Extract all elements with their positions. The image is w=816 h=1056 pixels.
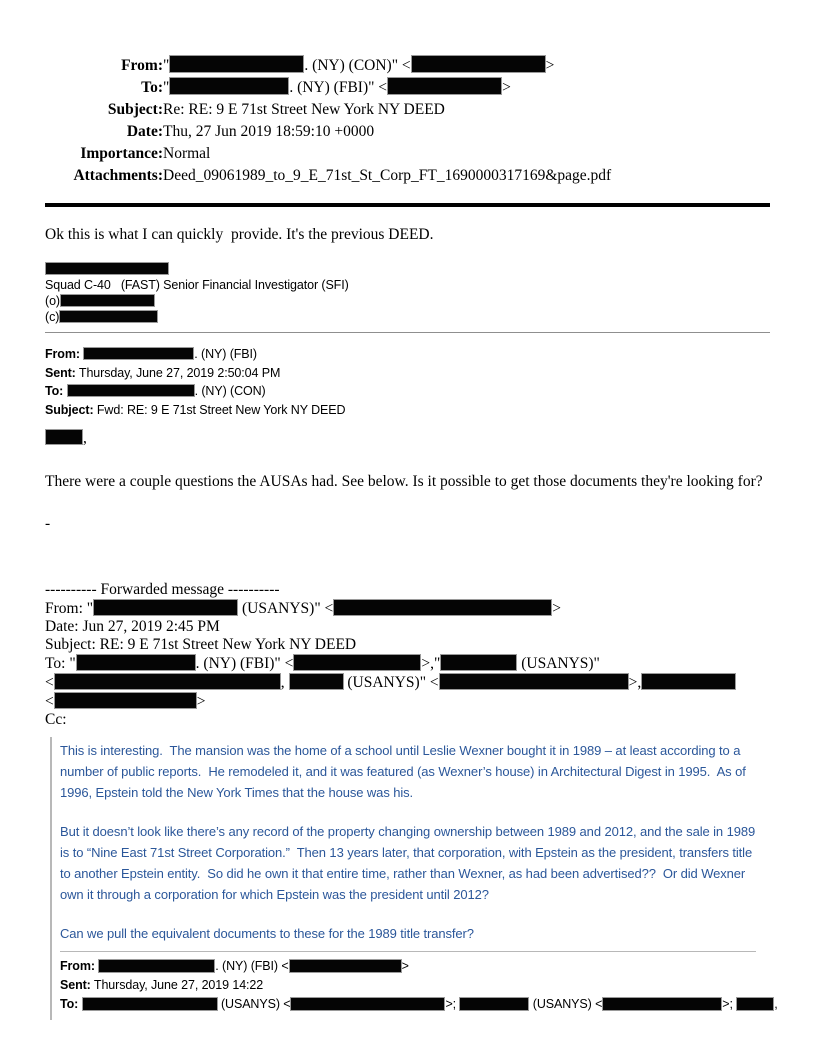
field-value: . (NY) (FBI) < > bbox=[95, 959, 409, 973]
redaction-bar bbox=[440, 654, 517, 671]
redaction-bar bbox=[736, 997, 774, 1010]
forwarded-message-divider-line: ---------- Forwarded message ---------- bbox=[45, 581, 280, 599]
separator-thin bbox=[45, 332, 770, 333]
header-row-attachments bbox=[45, 165, 611, 187]
separator-thick bbox=[45, 203, 770, 207]
redaction-bar bbox=[45, 429, 83, 445]
quote-paragraph: Can we pull the equivalent documents to these for the 1989 title transfer? bbox=[60, 926, 474, 942]
quoted2-from bbox=[60, 957, 756, 976]
header-row-subject bbox=[45, 99, 611, 121]
forwarded-to-line-2: < , (USANYS)" < >, bbox=[45, 673, 770, 692]
dash-line: - bbox=[45, 515, 51, 533]
field-label: Sent: bbox=[60, 978, 91, 993]
redaction-bar bbox=[602, 997, 722, 1010]
question-paragraph: There were a couple questions the AUSAs had. See below. Is it possible to get those documents they're looking for? bbox=[45, 473, 763, 491]
header-field-value: Normal bbox=[163, 145, 211, 162]
header-row-date bbox=[45, 121, 611, 143]
redaction-bar bbox=[59, 310, 158, 323]
quoted2-sent bbox=[60, 976, 756, 995]
header-field-value: " . (NY) (FBI)" < > bbox=[163, 79, 511, 96]
redaction-bar bbox=[83, 347, 194, 360]
redaction-bar bbox=[459, 997, 529, 1010]
redaction-bar bbox=[439, 673, 629, 690]
header-field-label: From: bbox=[121, 57, 163, 74]
quoted-header-sent bbox=[45, 364, 770, 383]
field-label: From: bbox=[45, 347, 80, 361]
email-header bbox=[45, 55, 611, 187]
header-field-label: Date: bbox=[126, 123, 163, 140]
signature-name-redaction bbox=[45, 261, 770, 277]
signature-block bbox=[45, 261, 770, 325]
forwarded-subject-line: Subject: RE: 9 E 71st Street New York NY DEED bbox=[45, 636, 357, 654]
field-value: Fwd: RE: 9 E 71st Street New York NY DEED bbox=[93, 402, 346, 417]
redaction-bar bbox=[76, 654, 196, 671]
redaction-bar bbox=[387, 77, 502, 95]
header-row-importance bbox=[45, 143, 611, 165]
redaction-bar bbox=[169, 77, 289, 95]
redaction-bar bbox=[289, 959, 402, 972]
redaction-bar bbox=[82, 997, 218, 1010]
greeting-line: , bbox=[45, 429, 770, 447]
redaction-bar bbox=[93, 599, 238, 616]
header-field-value: " . (NY) (CON)" < > bbox=[163, 57, 555, 74]
redaction-bar bbox=[293, 654, 421, 671]
redaction-bar bbox=[411, 55, 546, 73]
field-label: From: bbox=[60, 959, 95, 974]
quoted-header-to bbox=[45, 382, 770, 401]
header-row-from bbox=[45, 55, 611, 77]
field-value: . (NY) (CON) bbox=[63, 384, 265, 398]
field-value: Thursday, June 27, 2019 2:50:04 PM bbox=[75, 365, 281, 380]
signature-title: Squad C-40 (FAST) Senior Financial Investigator (SFI) bbox=[45, 278, 349, 292]
quoted-header-from bbox=[45, 345, 770, 364]
forwarded-date-line: Date: Jun 27, 2019 2:45 PM bbox=[45, 618, 220, 636]
forwarded-cc-line: Cc: bbox=[45, 711, 67, 729]
redaction-bar bbox=[290, 997, 445, 1010]
quoted-email-header-2 bbox=[60, 957, 778, 1014]
forwarded-to-line: To: " . (NY) (FBI)" < >," (USANYS)" bbox=[45, 655, 600, 673]
field-value: Thursday, June 27, 2019 14:22 bbox=[90, 978, 264, 993]
quote-divider bbox=[60, 951, 756, 952]
quote-paragraph: But it doesn’t look like there’s any record of the property changing ownership between 1989 and 2012, and the sale in 1989 is to “Nine East 71st Street Corporation.” Then 13 years later, that corporation, with Epstein as the president, transfers title to another Epstein entity. So did he own it that entire time, rather than Wexner, as had been advertised?? Or did Wexner own it through a corporation for which Epstein was the president until 2012? bbox=[60, 824, 759, 903]
intro-paragraph: Ok this is what I can quickly provide. It's the previous DEED. bbox=[45, 226, 434, 243]
forwarded-from-line: From: " (USANYS)" < > bbox=[45, 600, 562, 618]
attachment-filename: Deed_09061989_to_9_E_71st_St_Corp_FT_1690000317169&page.pdf bbox=[163, 167, 612, 184]
field-label: To: bbox=[60, 997, 79, 1012]
redaction-bar bbox=[54, 673, 281, 690]
header-field-label: Attachments: bbox=[73, 167, 163, 184]
header-row-to bbox=[45, 77, 611, 99]
quoted2-to bbox=[60, 995, 778, 1014]
redaction-bar bbox=[333, 599, 552, 616]
field-label: Subject: bbox=[45, 402, 94, 417]
redaction-bar bbox=[169, 55, 304, 73]
redaction-bar bbox=[54, 692, 197, 709]
header-field-value: Re: RE: 9 E 71st Street New York NY DEED bbox=[163, 101, 445, 118]
quoted-email-header bbox=[45, 345, 770, 419]
quoted-header-subject bbox=[45, 401, 770, 420]
field-value: . (NY) (FBI) bbox=[80, 347, 257, 361]
field-label: To: bbox=[45, 384, 64, 398]
quote-block bbox=[50, 737, 778, 1020]
redaction-bar bbox=[67, 384, 195, 397]
signature-cell-line: (c) bbox=[45, 309, 770, 325]
header-field-label: Importance: bbox=[80, 145, 163, 162]
redaction-bar bbox=[98, 959, 215, 972]
header-field-value: Thu, 27 Jun 2019 18:59:10 +0000 bbox=[163, 123, 375, 140]
forwarded-to-line-3: < > bbox=[45, 693, 206, 711]
field-value: (USANYS) < >; (USANYS) < >; , bbox=[78, 997, 777, 1011]
quote-paragraph: This is interesting. The mansion was the home of a school until Leslie Wexner bought it in 1989 – at least according to a number of public reports. He remodeled it, and it was featured (as Wexner’s house) in Architectural Digest in 1995. As of 1996, Epstein told the New York Times that the house was his. bbox=[60, 743, 750, 801]
field-label: Sent: bbox=[45, 365, 76, 380]
redaction-bar bbox=[289, 673, 344, 690]
redaction-bar bbox=[45, 262, 169, 275]
header-field-label: To: bbox=[141, 79, 163, 96]
signature-office-line: (o) bbox=[45, 293, 770, 309]
redaction-bar bbox=[641, 673, 736, 690]
header-field-label: Subject: bbox=[107, 101, 163, 118]
forwarded-message-block bbox=[45, 581, 770, 729]
redaction-bar bbox=[60, 294, 155, 307]
